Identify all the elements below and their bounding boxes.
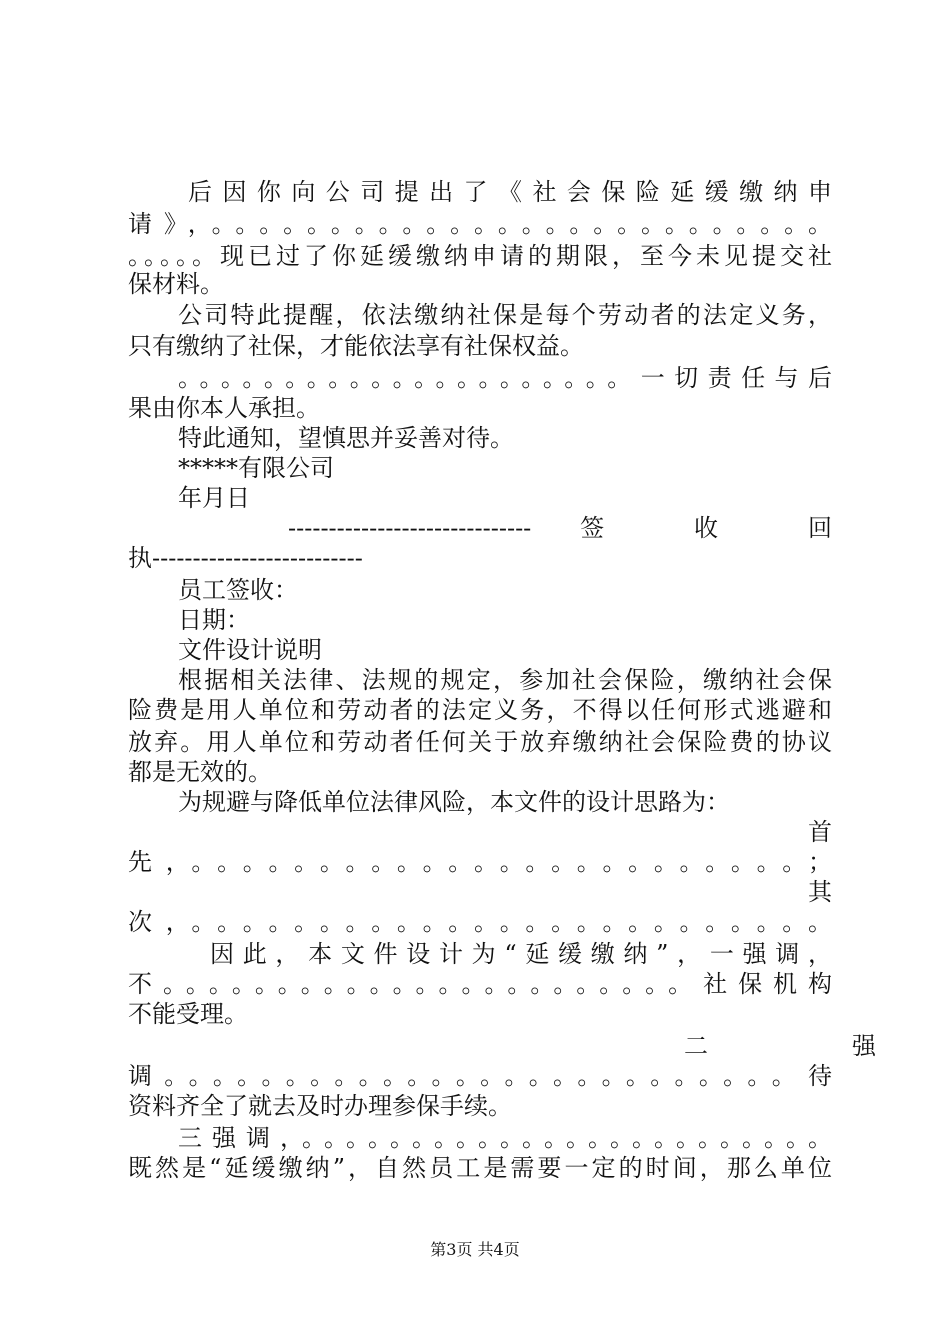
employee-signature-label: 员工签收：	[178, 576, 298, 604]
body-line: 资料齐全了就去及时办理参保手续。	[128, 1092, 512, 1120]
date-line: 年月日	[178, 484, 250, 512]
receipt-divider: ------------------------------ 签 收 回	[288, 514, 832, 542]
body-line: 公司特此提醒，依法缴纳社保是每个劳动者的法定义务，	[178, 301, 832, 329]
body-line: 后因你向公司提出了《社会保险延缓缴纳申	[188, 178, 832, 206]
date-label: 日期：	[178, 606, 250, 634]
body-line: 不能受理。	[128, 1000, 248, 1028]
body-line: 既然是“延缓缴纳”，自然员工是需要一定的时间，那么单位	[128, 1154, 832, 1182]
body-line: 保材料。	[128, 270, 224, 298]
body-line: 为规避与降低单位法律风险，本文件的设计思路为：	[178, 788, 730, 816]
body-line: 根据相关法律、法规的规定，参加社会保险，缴纳社会保	[178, 666, 832, 694]
body-line: 特此通知，望慎思并妥善对待。	[178, 424, 514, 452]
body-line: 三强调，。。。。。。。。。。。。。。。。。。。。。。。。	[178, 1124, 832, 1152]
body-line: 请》，。。。。。。。。。。。。。。。。。。。。。。。。。。	[128, 210, 832, 238]
company-name: *****有限公司	[178, 454, 334, 482]
page-footer: 第3页 共4页	[430, 1240, 520, 1259]
body-line: 险费是用人单位和劳动者的法定义务，不得以任何形式逃避和	[128, 696, 832, 724]
body-line: 首	[808, 818, 832, 846]
body-line: 调。。。。。。。。。。。。。。。。。。。。。。。。。。待	[128, 1062, 832, 1090]
body-line: 二 强	[684, 1032, 876, 1060]
body-line: 先，。。。。。。。。。。。。。。。。。。。。。。。。；	[128, 848, 832, 876]
body-line: 都是无效的。	[128, 758, 272, 786]
section-title: 文件设计说明	[178, 636, 322, 664]
body-line: 次，。。。。。。。。。。。。。。。。。。。。。。。。。	[128, 908, 832, 936]
body-line: 放弃。用人单位和劳动者任何关于放弃缴纳社会保险费的协议	[128, 728, 832, 756]
receipt-divider: 执--------------------------	[128, 544, 363, 572]
body-line: 。。。。。。。。。。。。。。。。。。。。。一切责任与后	[178, 364, 832, 392]
body-line: 果由你本人承担。	[128, 394, 320, 422]
body-line: 因此，本文件设计为“延缓缴纳”，一强调，	[210, 940, 832, 968]
body-line: 只有缴纳了社保，才能依法享有社保权益。	[128, 332, 584, 360]
body-line: 不。。。。。。。。。。。。。。。。。。。。。。。社保机构	[128, 970, 832, 998]
body-line: 其	[808, 878, 832, 906]
body-line: 。。。。。现已过了你延缓缴纳申请的期限，至今未见提交社	[128, 242, 832, 270]
